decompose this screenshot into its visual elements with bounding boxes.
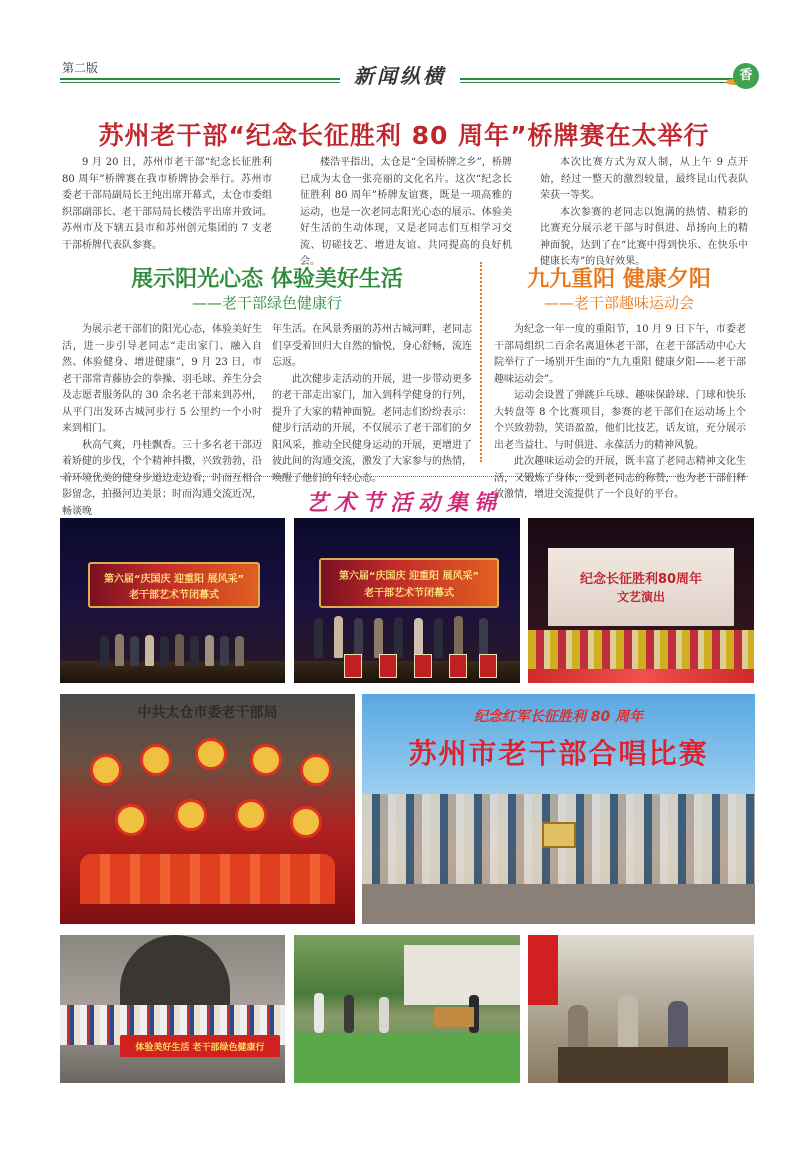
person [379,997,389,1033]
article2-paragraph: 此次健步走活动的开展，进一步带动更多的老干部走出家门，加入到科学健身的行列，提升了大家的精神面貌。老同志们纷纷表示：健步行活动的开展，不仅展示了老干部们的夕阳风采，推动全民健身运动的开展，更增进了彼此间的沟通交流，激发了大家参与的热情，唤醒了他们的年轻心态。 [272,373,472,484]
person [434,618,443,658]
stage-steps [362,884,755,924]
photo-closing-ceremony-1 [60,518,285,683]
stage-backdrop [548,548,734,626]
calligraphy-scroll [344,654,362,678]
banner-text: 体验美好生活 老干部绿色健康行 [135,1043,265,1053]
article1-paragraph: 9 月 20 日，苏州市老干部“纪念长征胜利 80 周年”桥牌赛在我市桥牌协会举行。苏州市委老干部局副局长王纯出席开幕式，太仓市委组织部副部长、老干部局局长楼浩平出席并致词。苏州市及下辖五县市和苏州创元集团的 7 支老干部桥牌代表队参赛。 [62,157,272,251]
article1-paragraph: 本次参赛的老同志以饱满的热情、精彩的比赛充分展示老干部与时俱进、昂扬向上的精神面貌，达到了在“比赛中得到快乐、在快乐中健康长寿”的良好效果。 [540,206,748,267]
article2-headline: 展示阳光心态 体验美好生活 [131,267,403,292]
person [374,618,383,658]
backdrop-text: 文艺演出 [616,590,665,604]
flower-row [528,669,754,683]
column-divider [480,262,482,462]
photo-anniversary-show [528,518,754,683]
article1-column1 [62,155,272,254]
fan-prop [250,744,282,776]
calligraphy-scroll [449,654,467,678]
person [414,618,423,658]
photo-city-gate-walk [60,935,285,1083]
person [145,635,154,666]
person [100,636,109,666]
banner-text: 老干部艺术节闭幕式 [129,590,219,601]
building [404,945,520,1005]
person [190,636,199,666]
turf-field [294,1033,520,1083]
photo-choir-competition [362,694,755,924]
award-certificate [542,822,576,848]
person [394,617,403,658]
article3-paragraph: 运动会设置了弹跳乒乓球、趣味保龄球、门球和快乐大转盘等 8 个比赛项目，参赛的老干部们在运动场上个个兴致勃勃，笑语盈盈，他们比技艺，话友谊，充分展示出老当益壮、与时俱进、永葆活力的精神风貌。 [494,390,746,451]
section-divider [60,476,748,477]
person [160,636,169,666]
fan-prop [140,744,172,776]
article3-paragraph: 此次趣味运动会的开展，既丰富了老同志精神文化生活，又锻炼了身体，受到老同志的称赞，也为老干部们释放激情，增进交流提供了一个良好的平台。 [494,456,746,500]
article1-column2 [300,155,512,271]
prize-boxes [434,1007,474,1027]
person [344,995,354,1033]
stage-floor [60,661,285,683]
fan-prop [90,754,122,786]
city-gate-arch [120,935,230,1005]
article1-paragraph: 楼浩平指出，太仓是“全国桥牌之乡”，桥牌已成为太仓一张亮丽的文化名片。这次“纪念长征胜利 80 周年”桥牌友谊赛，既是一项高雅的运动，也是一次老同志阳光心态的展示、体验美好生活的生动体现，又是老同志们互相学习交流、切磋技艺、增进友谊、共同提高的良好机会。 [300,157,512,267]
article2-paragraph: 年生活。在风景秀丽的苏州古城河畔，老同志们享受着回归大自然的愉悦，身心舒畅，流连忘返。 [272,324,472,368]
group-banner [120,1035,280,1057]
article3-headline: 九九重阳 健康夕阳 [527,267,711,292]
photo-activity-room [528,935,754,1083]
fan-prop [175,799,207,831]
gallery-headline: 艺术节活动集锦 [305,490,502,516]
column-title: 新闻纵横 [340,60,460,89]
article2-column2 [272,322,472,487]
backdrop-text: 中共太仓市委老干部局 [137,705,278,721]
banner-text: 老干部艺术节闭幕式 [364,588,454,599]
article3-paragraph: 为纪念一年一度的重阳节，10 月 9 日下午，市委老干部局组织二百余名离退休老干部，在老干部活动中心大院举行了一场别开生面的“九九重阳 健康夕阳——老干部趣味运动会”。 [494,324,746,385]
performers-row [528,630,754,670]
article1-column3 [540,155,748,271]
fan-prop [300,754,332,786]
person [130,636,139,666]
red-banner [528,935,558,1005]
person [354,618,363,658]
person [235,636,244,666]
fan-prop [290,806,322,838]
banner-text: 第六届“庆国庆 迎重阳 展风采” [338,571,480,582]
person [479,618,488,658]
photo-gateball-game [294,935,520,1083]
fan-prop [115,804,147,836]
calligraphy-scroll [414,654,432,678]
backdrop-text: 纪念长征胜利80周年 [579,572,703,587]
article2-paragraph: 为展示老干部们的阳光心态，体验美好生活，进一步引导老同志“走出家门、融入自然、体验健身、增进健康”，9 月 23 日，市老干部常青藤协会的拳操、羽毛球、养生分会及志愿者服务队的 30 余名老干部来到苏州，从平门出发环古城河步行 5 公里约一个小时来到相门。 [62,324,262,434]
article1-paragraph: 本次比赛方式为双人制，从上午 9 点开始，经过一整天的激烈较量，最终昆山代表队荣获一等奖。 [540,157,748,201]
person [314,618,323,658]
article2-paragraph: 秋高气爽，丹桂飘香。三十多名老干部迈着矫健的步伐，个个精神抖擞，兴致勃勃，沿着环境优美的健身步道边走边看，时而互相合影留念，拍摄河边美景；时而沟通交流近况，畅谈晚 [62,439,262,517]
banner-text: 第六届“庆国庆 迎重阳 展风采” [103,574,245,585]
backdrop-text-small: 纪念红军长征胜利 80 周年 [473,709,644,725]
dancers-costumes [80,854,335,904]
article1-headline: 苏州老干部“纪念长征胜利 80 周年”桥牌赛在太举行 [98,121,710,150]
stage-banner [319,558,499,608]
fan-prop [235,799,267,831]
article3-subtitle: ——老干部趣味运动会 [543,294,694,312]
calligraphy-scroll [479,654,497,678]
person [205,635,214,666]
person [454,616,463,658]
logo: 香 [733,63,759,89]
photo-dance-performance [60,694,355,924]
person [115,634,124,666]
backdrop-text-large: 苏州市老干部合唱比赛 [408,737,709,770]
person [314,993,324,1033]
person [618,995,638,1055]
edition-label: 第二版 [62,61,99,75]
game-table [558,1047,728,1083]
person [220,636,229,666]
stage-banner [88,562,260,608]
fan-prop [195,738,227,770]
person [334,616,343,658]
person [175,634,184,666]
calligraphy-scroll [379,654,397,678]
photo-closing-ceremony-2 [294,518,520,683]
article2-subtitle: ——老干部绿色健康行 [191,294,342,312]
